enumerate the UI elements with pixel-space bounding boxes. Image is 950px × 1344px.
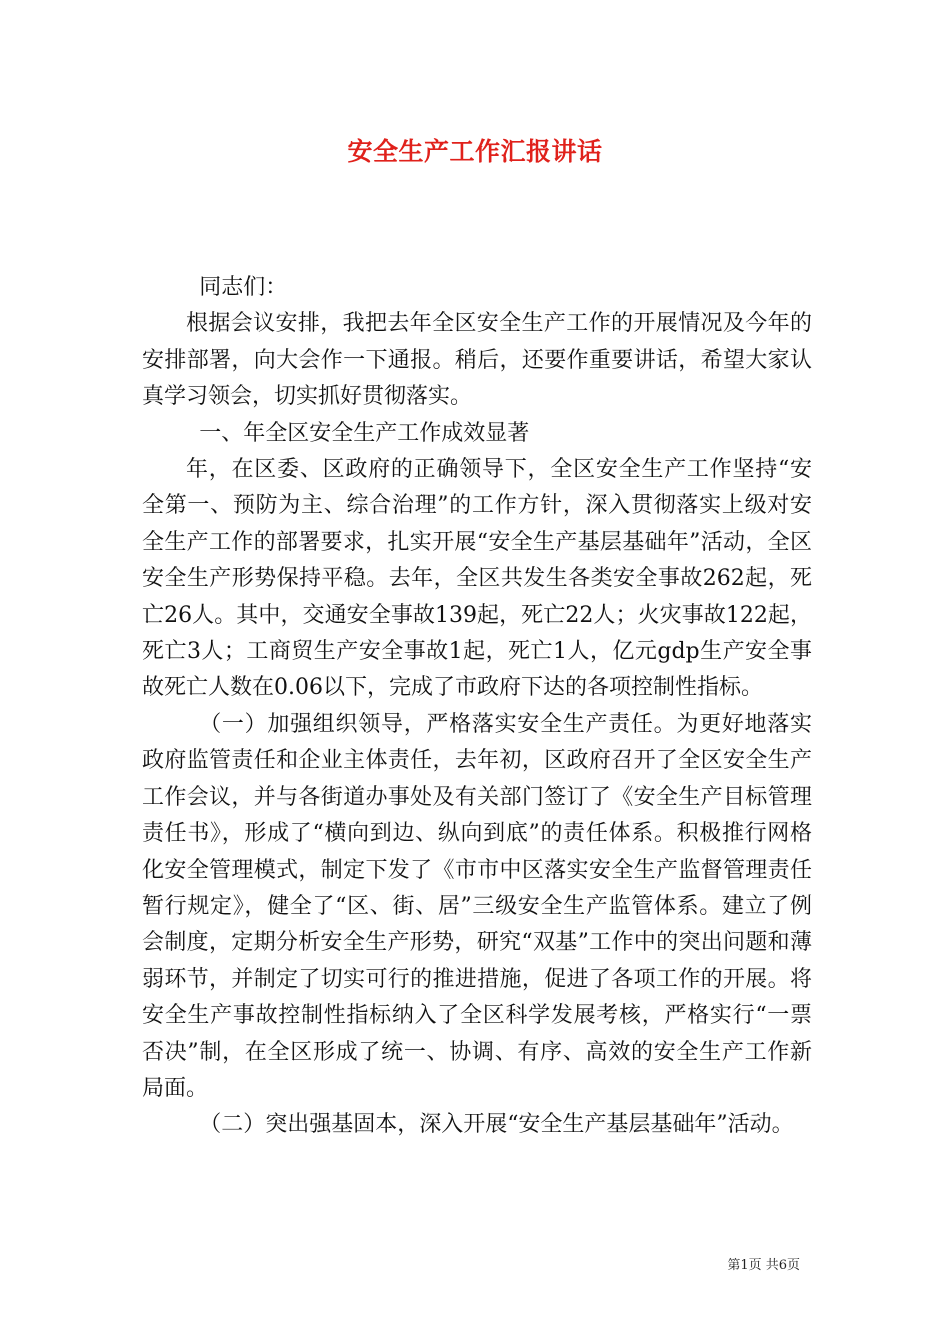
section-heading: 一、年全区安全生产工作成效显著 [199, 420, 530, 446]
subsection-one-paragraph: （一）加强组织领导，严格落实安全生产责任。为更好地落实政府监管责任和企业主体责任，去年初，区政府召开了全区安全生产工作会议，并与各街道办事处及有关部门签订了《安全生产目标管理责任书》，形成了“横向到边、纵向到底”的责任体系。积极推行网格化安全管理模式，制定下发了《市市中区落实安全生产监督管理责任暂行规定》，健全了“区、街、居”三级安全生产监管体系。建立了例会制度，定期分析安全生产形势，研究“双基”工作中的突出问题和薄弱环节，并制定了切实可行的推进措施，促进了各项工作的开展。将安全生产事故控制性指标纳入了全区科学发展考核，严格实行“一票否决”制，在全区形成了统一、协调、有序、高效的安全生产工作新局面。 [142, 711, 812, 1101]
subsection-two-paragraph: （二）突出强基固本，深入开展“安全生产基层基础年”活动。 [199, 1112, 794, 1138]
page-indicator: 第1页 共6页 [727, 1258, 800, 1273]
document-body [142, 270, 812, 1144]
intro-paragraph: 根据会议安排，我把去年全区安全生产工作的开展情况及今年的安排部署，向大会作一下通报。稍后，还要作重要讲话，希望大家认真学习领会，切实抓好贯彻落实。 [142, 311, 812, 410]
salutation-paragraph: 同志们： [199, 275, 288, 300]
summary-paragraph: 年，在区委、区政府的正确领导下，全区安全生产工作坚持“安全第一、预防为主、综合治理”的工作方针，深入贯彻落实上级对安全生产工作的部署要求，扎实开展“安全生产基层基础年”活动，全区安全生产形势保持平稳。去年，全区共发生各类安全事故262起，死亡26人。其中，交通安全事故139起，死亡22人；火灾事故122起，死亡3人；工商贸生产安全事故1起，死亡1人，亿元gdp生产安全事故死亡人数在0.06以下，完成了市政府下达的各项控制性指标。 [142, 457, 812, 701]
document-title: 安全生产工作汇报讲话 [347, 137, 603, 166]
